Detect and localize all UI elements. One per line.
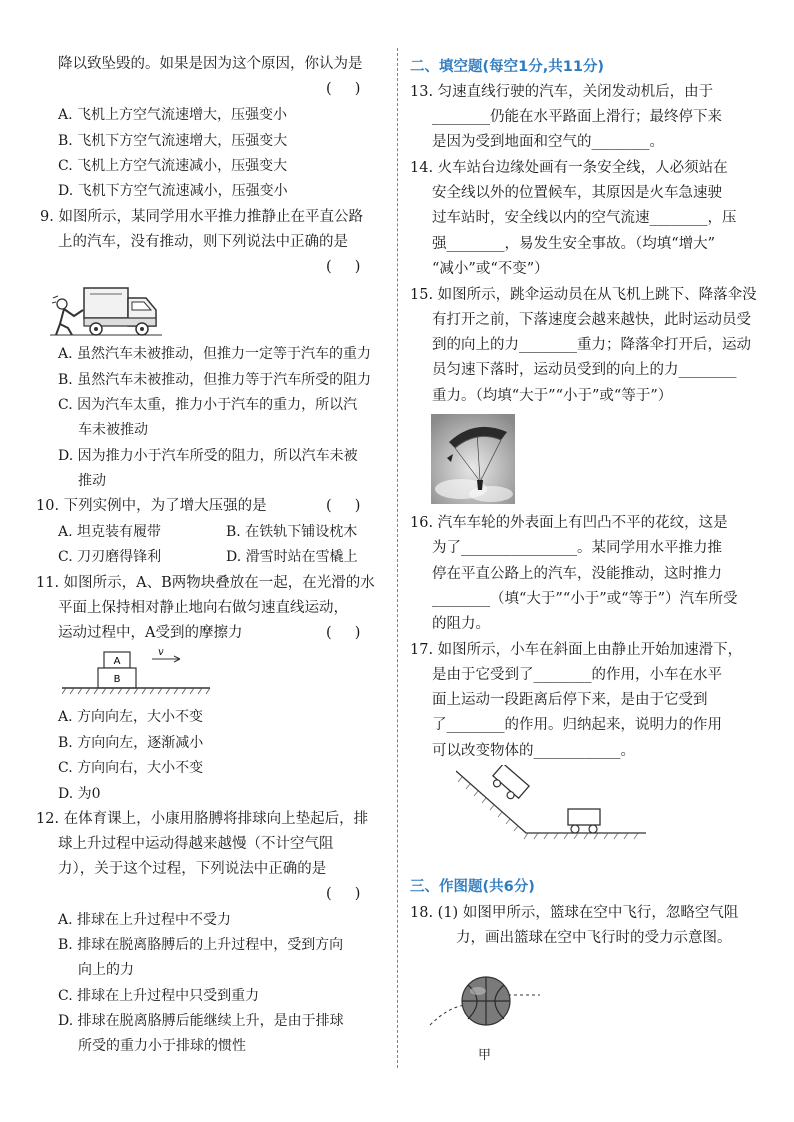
q18-line2: 力，画出篮球在空中飞行时的受力示意图。 [456, 930, 732, 946]
q9-option-d: D. 因为推力小于汽车所受的阻力，所以汽车未被 [58, 448, 358, 464]
q8-option-a: A. 飞机上方空气流速增大，压强变小 [58, 107, 288, 123]
q12-option-a: A. 排球在上升过程中不受力 [58, 912, 232, 928]
q8-option-d: D. 飞机下方空气流速减小，压强变小 [58, 183, 288, 199]
basketball-figure [428, 975, 548, 1035]
q11-stem-line3: 运动过程中，A受到的摩擦力 [58, 625, 243, 641]
blocks-ab-figure [62, 646, 212, 698]
q12-stem-line2: 球上升过程中运动得越来越慢（不计空气阻 [58, 836, 334, 852]
q14-line4: 强________，易发生安全事故。（均填“增大” [432, 236, 716, 252]
q9-stem-line2: 上的汽车，没有推动，则下列说法中正确的是 [58, 234, 348, 250]
q8-tail: 降以致坠毁的。如果是因为这个原因，你认为是 [58, 56, 363, 72]
q15-line2: 有打开之前，下落速度会越来越快，此时运动员受 [432, 312, 751, 328]
q16-line3: 停在平直公路上的汽车，没能推动，这时推力 [432, 566, 722, 582]
section-fill-in-heading: 二、填空题(每空1分,共11分) [410, 59, 605, 75]
q9-option-b: B. 虽然汽车未被推动，但推力等于汽车所受的阻力 [58, 372, 372, 388]
q14-line1: 14. 火车站台边缘处画有一条安全线，人必须站在 [410, 160, 728, 176]
q9-answer-paren: ( ) [326, 259, 361, 275]
q17-line4: 了________的作用。归纳起来，说明力的作用 [432, 717, 722, 733]
q11-stem-line2: 平面上保持相对静止地向右做匀速直线运动， [58, 600, 348, 616]
velocity-label: v [158, 647, 164, 658]
q9-option-c-cont: 车未被推动 [78, 422, 148, 438]
q8-option-b: B. 飞机下方空气流速增大，压强变大 [58, 133, 288, 149]
q12-stem-line1: 12. 在体育课上，小康用胳膊将排球向上垫起后，排 [36, 811, 369, 827]
q13-line2: ________仍能在水平路面上滑行；最终停下来 [432, 109, 722, 125]
q11-option-a: A. 方向向左，大小不变 [58, 709, 204, 725]
truck-push-figure [50, 280, 162, 340]
q10-answer-paren: ( ) [326, 498, 361, 514]
q15-line1: 15. 如图所示，跳伞运动员在从飞机上跳下、降落伞没 [410, 287, 757, 303]
figure-caption-jia: 甲 [478, 1048, 492, 1063]
q16-line2: 为了________________。某同学用水平推力推 [432, 540, 722, 556]
q15-line4: 员匀速下落时，运动员受到的向上的力________ [432, 362, 737, 378]
q9-option-c: C. 因为汽车太重，推力小于汽车的重力，所以汽 [58, 397, 358, 413]
q17-line5: 可以改变物体的____________。 [432, 743, 635, 759]
q15-line5: 重力。（均填“大于”“小于”或“等于”） [432, 388, 673, 404]
q10-stem: 10. 下列实例中，为了增大压强的是 [36, 498, 267, 514]
q16-line5: 的阻力。 [432, 616, 490, 632]
q11-option-d: D. 为0 [58, 786, 101, 802]
q17-line2: 是由于它受到了________的作用，小车在水平 [432, 667, 722, 683]
q14-line3: 过车站时，安全线以内的空气流速________，压 [432, 210, 737, 226]
column-divider [397, 48, 398, 1068]
q9-option-a: A. 虽然汽车未被推动，但推力一定等于汽车的重力 [58, 346, 372, 362]
q12-stem-line3: 力），关于这个过程，下列说法中正确的是 [58, 861, 327, 877]
q12-option-d: D. 排球在脱离胳膊后能继续上升，是由于排球 [58, 1013, 344, 1029]
q13-line3: 是因为受到地面和空气的________。 [432, 134, 664, 150]
q14-line5: “减小”或“不变”） [432, 261, 549, 277]
q16-line1: 16. 汽车车轮的外表面上有凹凸不平的花纹，这是 [410, 515, 728, 531]
q13-line1: 13. 匀速直线行驶的汽车，关闭发动机后，由于 [410, 84, 714, 100]
q10-option-b: B. 在铁轨下铺设枕木 [226, 524, 358, 540]
q8-option-c: C. 飞机上方空气流速减小，压强变大 [58, 158, 288, 174]
q15-line3: 到的向上的力________重力；降落伞打开后，运动 [432, 337, 751, 353]
q11-option-c: C. 方向向右，大小不变 [58, 760, 204, 776]
q9-stem-line1: 9. 如图所示，某同学用水平推力推静止在平直公路 [40, 209, 363, 225]
q10-option-d: D. 滑雪时站在雪橇上 [226, 549, 358, 565]
q9-option-d-cont: 推动 [78, 473, 106, 489]
q11-option-b: B. 方向向左，逐渐减小 [58, 735, 204, 751]
q11-stem-line1: 11. 如图所示，A、B两物块叠放在一起，在光滑的水 [36, 575, 375, 591]
q14-line2: 安全线以外的位置候车，其原因是火车急速驶 [432, 185, 722, 201]
q12-option-b-cont: 向上的力 [78, 962, 134, 978]
q10-option-a: A. 坦克装有履带 [58, 524, 162, 540]
q11-answer-paren: ( ) [326, 625, 361, 641]
block-a-label: A [113, 656, 121, 667]
q18-line1: 18. (1) 如图甲所示，篮球在空中飞行，忽略空气阻 [410, 905, 739, 921]
q12-option-c: C. 排球在上升过程中只受到重力 [58, 988, 260, 1004]
q17-line1: 17. 如图所示，小车在斜面上由静止开始加速滑下， [410, 642, 743, 658]
q8-answer-paren: ( ) [326, 81, 361, 97]
q10-option-c: C. 刀刃磨得锋利 [58, 549, 162, 565]
q17-line3: 面上运动一段距离后停下来，是由于它受到 [432, 692, 708, 708]
q16-line4: ________（填“大于”“小于”或“等于”）汽车所受 [432, 591, 738, 607]
parachutist-photo [431, 414, 515, 504]
q12-option-b: B. 排球在脱离胳膊后的上升过程中，受到方向 [58, 937, 344, 953]
section-drawing-heading: 三、作图题(共6分) [410, 879, 535, 895]
q12-option-d-cont: 所受的重力小于排球的惯性 [78, 1038, 246, 1054]
q12-answer-paren: ( ) [326, 886, 361, 902]
incline-cart-figure [456, 765, 646, 845]
block-b-label: B [113, 674, 121, 685]
